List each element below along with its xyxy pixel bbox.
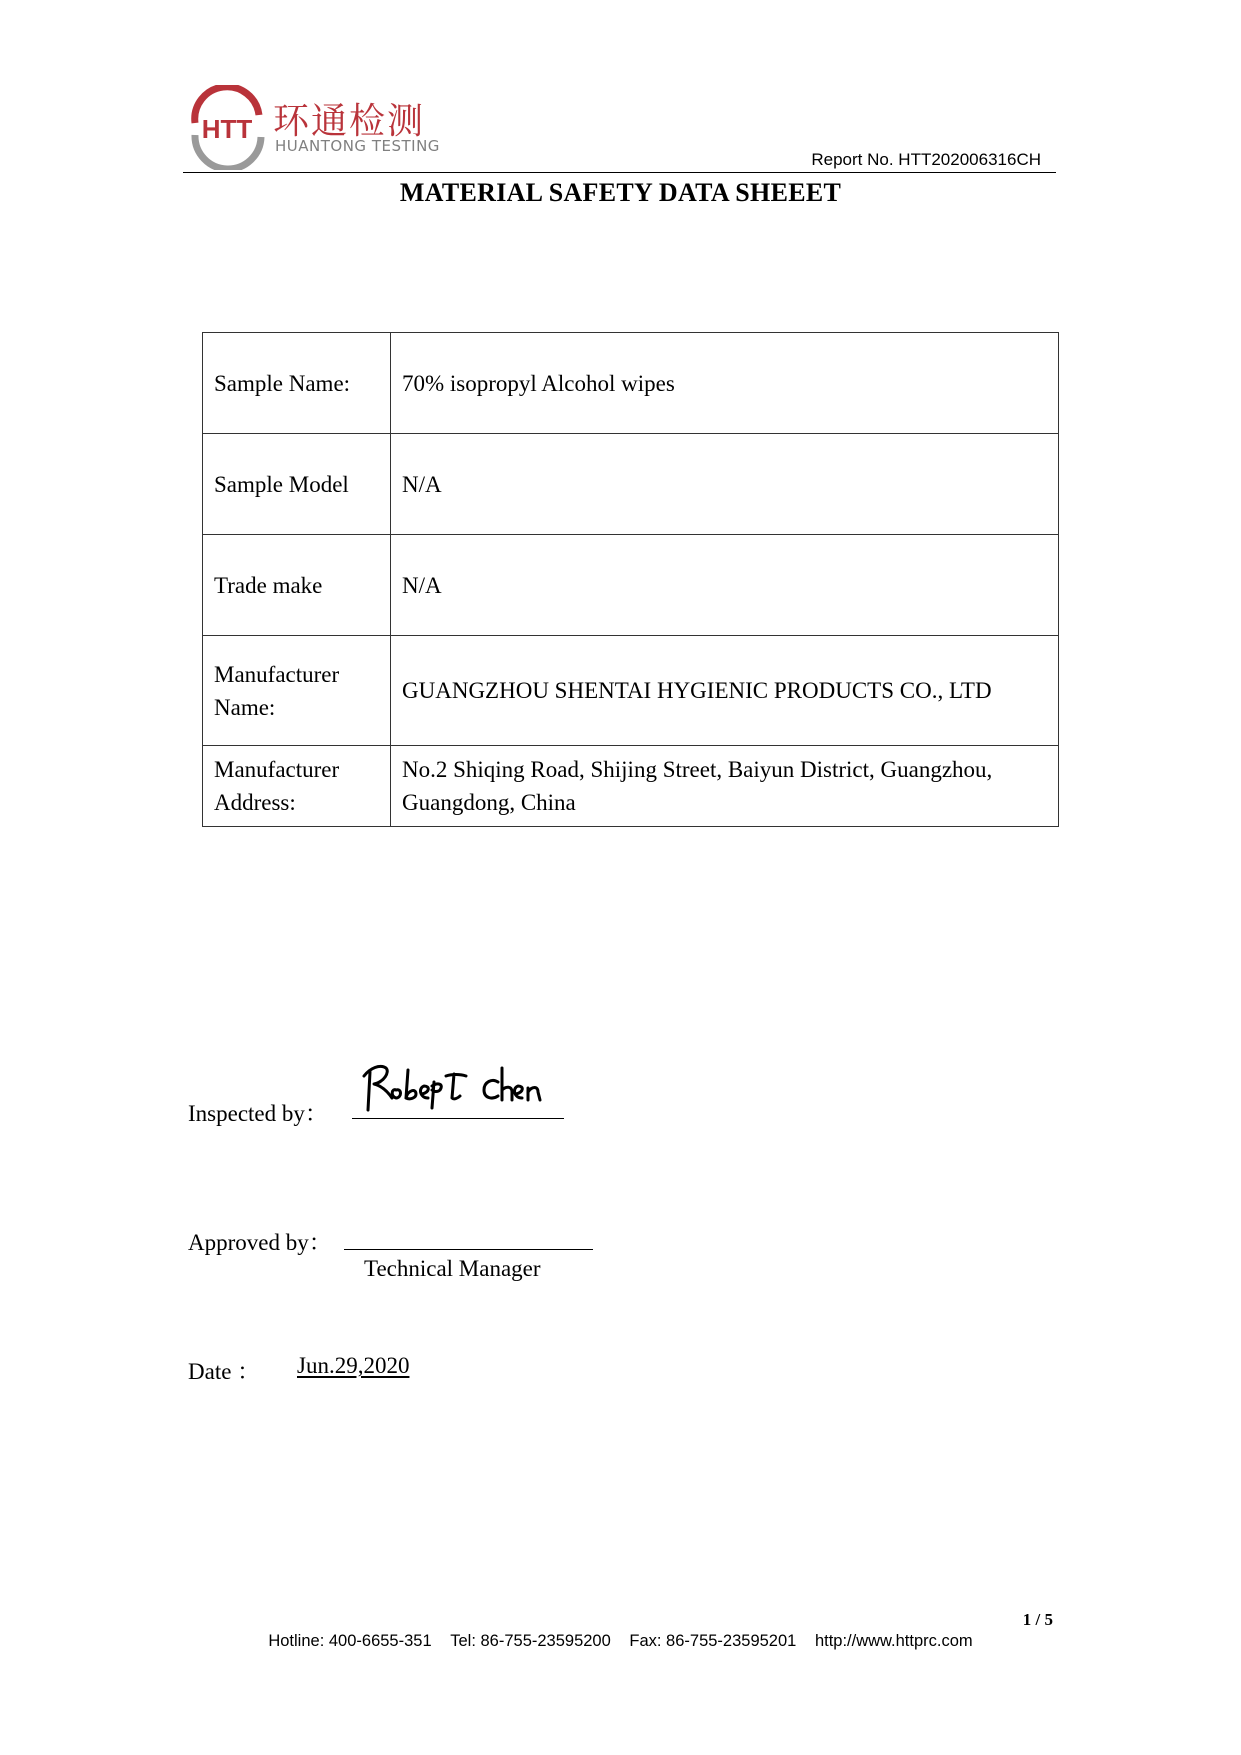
row-label-trade-make: Trade make bbox=[203, 535, 391, 636]
inspected-signature-line bbox=[352, 1118, 564, 1119]
footer-website-link[interactable]: http://www.httprc.com bbox=[814, 1632, 973, 1650]
row-label-sample-name: Sample Name: bbox=[203, 333, 391, 434]
row-value-trade-make: N/A bbox=[391, 535, 1059, 636]
sample-info-table bbox=[202, 332, 1059, 827]
inspected-by-label: Inspected by： bbox=[188, 1101, 328, 1126]
logo-english-name: HUANTONG TESTING bbox=[275, 137, 440, 155]
row-value-manufacturer-address: No.2 Shiqing Road, Shijing Street, Baiyun District, Guangzhou, Guangdong, China bbox=[391, 746, 1059, 827]
table-row bbox=[203, 746, 1059, 827]
table-row bbox=[203, 434, 1059, 535]
footer-contact bbox=[0, 1632, 1241, 1651]
table-row bbox=[203, 535, 1059, 636]
htt-logo-icon bbox=[185, 85, 275, 170]
footer-tel: Tel: 86-755-23595200 bbox=[450, 1632, 611, 1650]
approved-signature-line bbox=[344, 1249, 593, 1250]
approved-by-label: Approved by： bbox=[188, 1230, 332, 1255]
company-logo bbox=[185, 85, 445, 170]
row-label-manufacturer-address: Manufacturer Address: bbox=[203, 746, 391, 827]
date-label: Date ： bbox=[188, 1359, 261, 1384]
footer-fax: Fax: 86-755-23595201 bbox=[629, 1632, 797, 1650]
table-row bbox=[203, 333, 1059, 434]
row-label-sample-model: Sample Model bbox=[203, 434, 391, 535]
footer-hotline: Hotline: 400-6655-351 bbox=[268, 1632, 432, 1650]
table-row bbox=[203, 636, 1059, 746]
report-number: Report No. HTT202006316CH bbox=[811, 150, 1041, 169]
logo-mark: HTT bbox=[201, 114, 253, 144]
row-value-sample-model: N/A bbox=[391, 434, 1059, 535]
row-value-sample-name: 70% isopropyl Alcohol wipes bbox=[391, 333, 1059, 434]
row-label-manufacturer-name: Manufacturer Name: bbox=[203, 636, 391, 746]
date-value: Jun.29,2020 bbox=[297, 1353, 410, 1378]
inspector-signature bbox=[358, 1060, 558, 1122]
logo-chinese-name: 环通检测 bbox=[273, 101, 426, 142]
document-title: MATERIAL SAFETY DATA SHEEET bbox=[399, 178, 842, 207]
row-value-manufacturer-name: GUANGZHOU SHENTAI HYGIENIC PRODUCTS CO., LTD bbox=[391, 636, 1059, 746]
approver-role: Technical Manager bbox=[364, 1256, 541, 1281]
header-divider bbox=[183, 172, 1056, 173]
page-number: 1 / 5 bbox=[1022, 1610, 1053, 1629]
